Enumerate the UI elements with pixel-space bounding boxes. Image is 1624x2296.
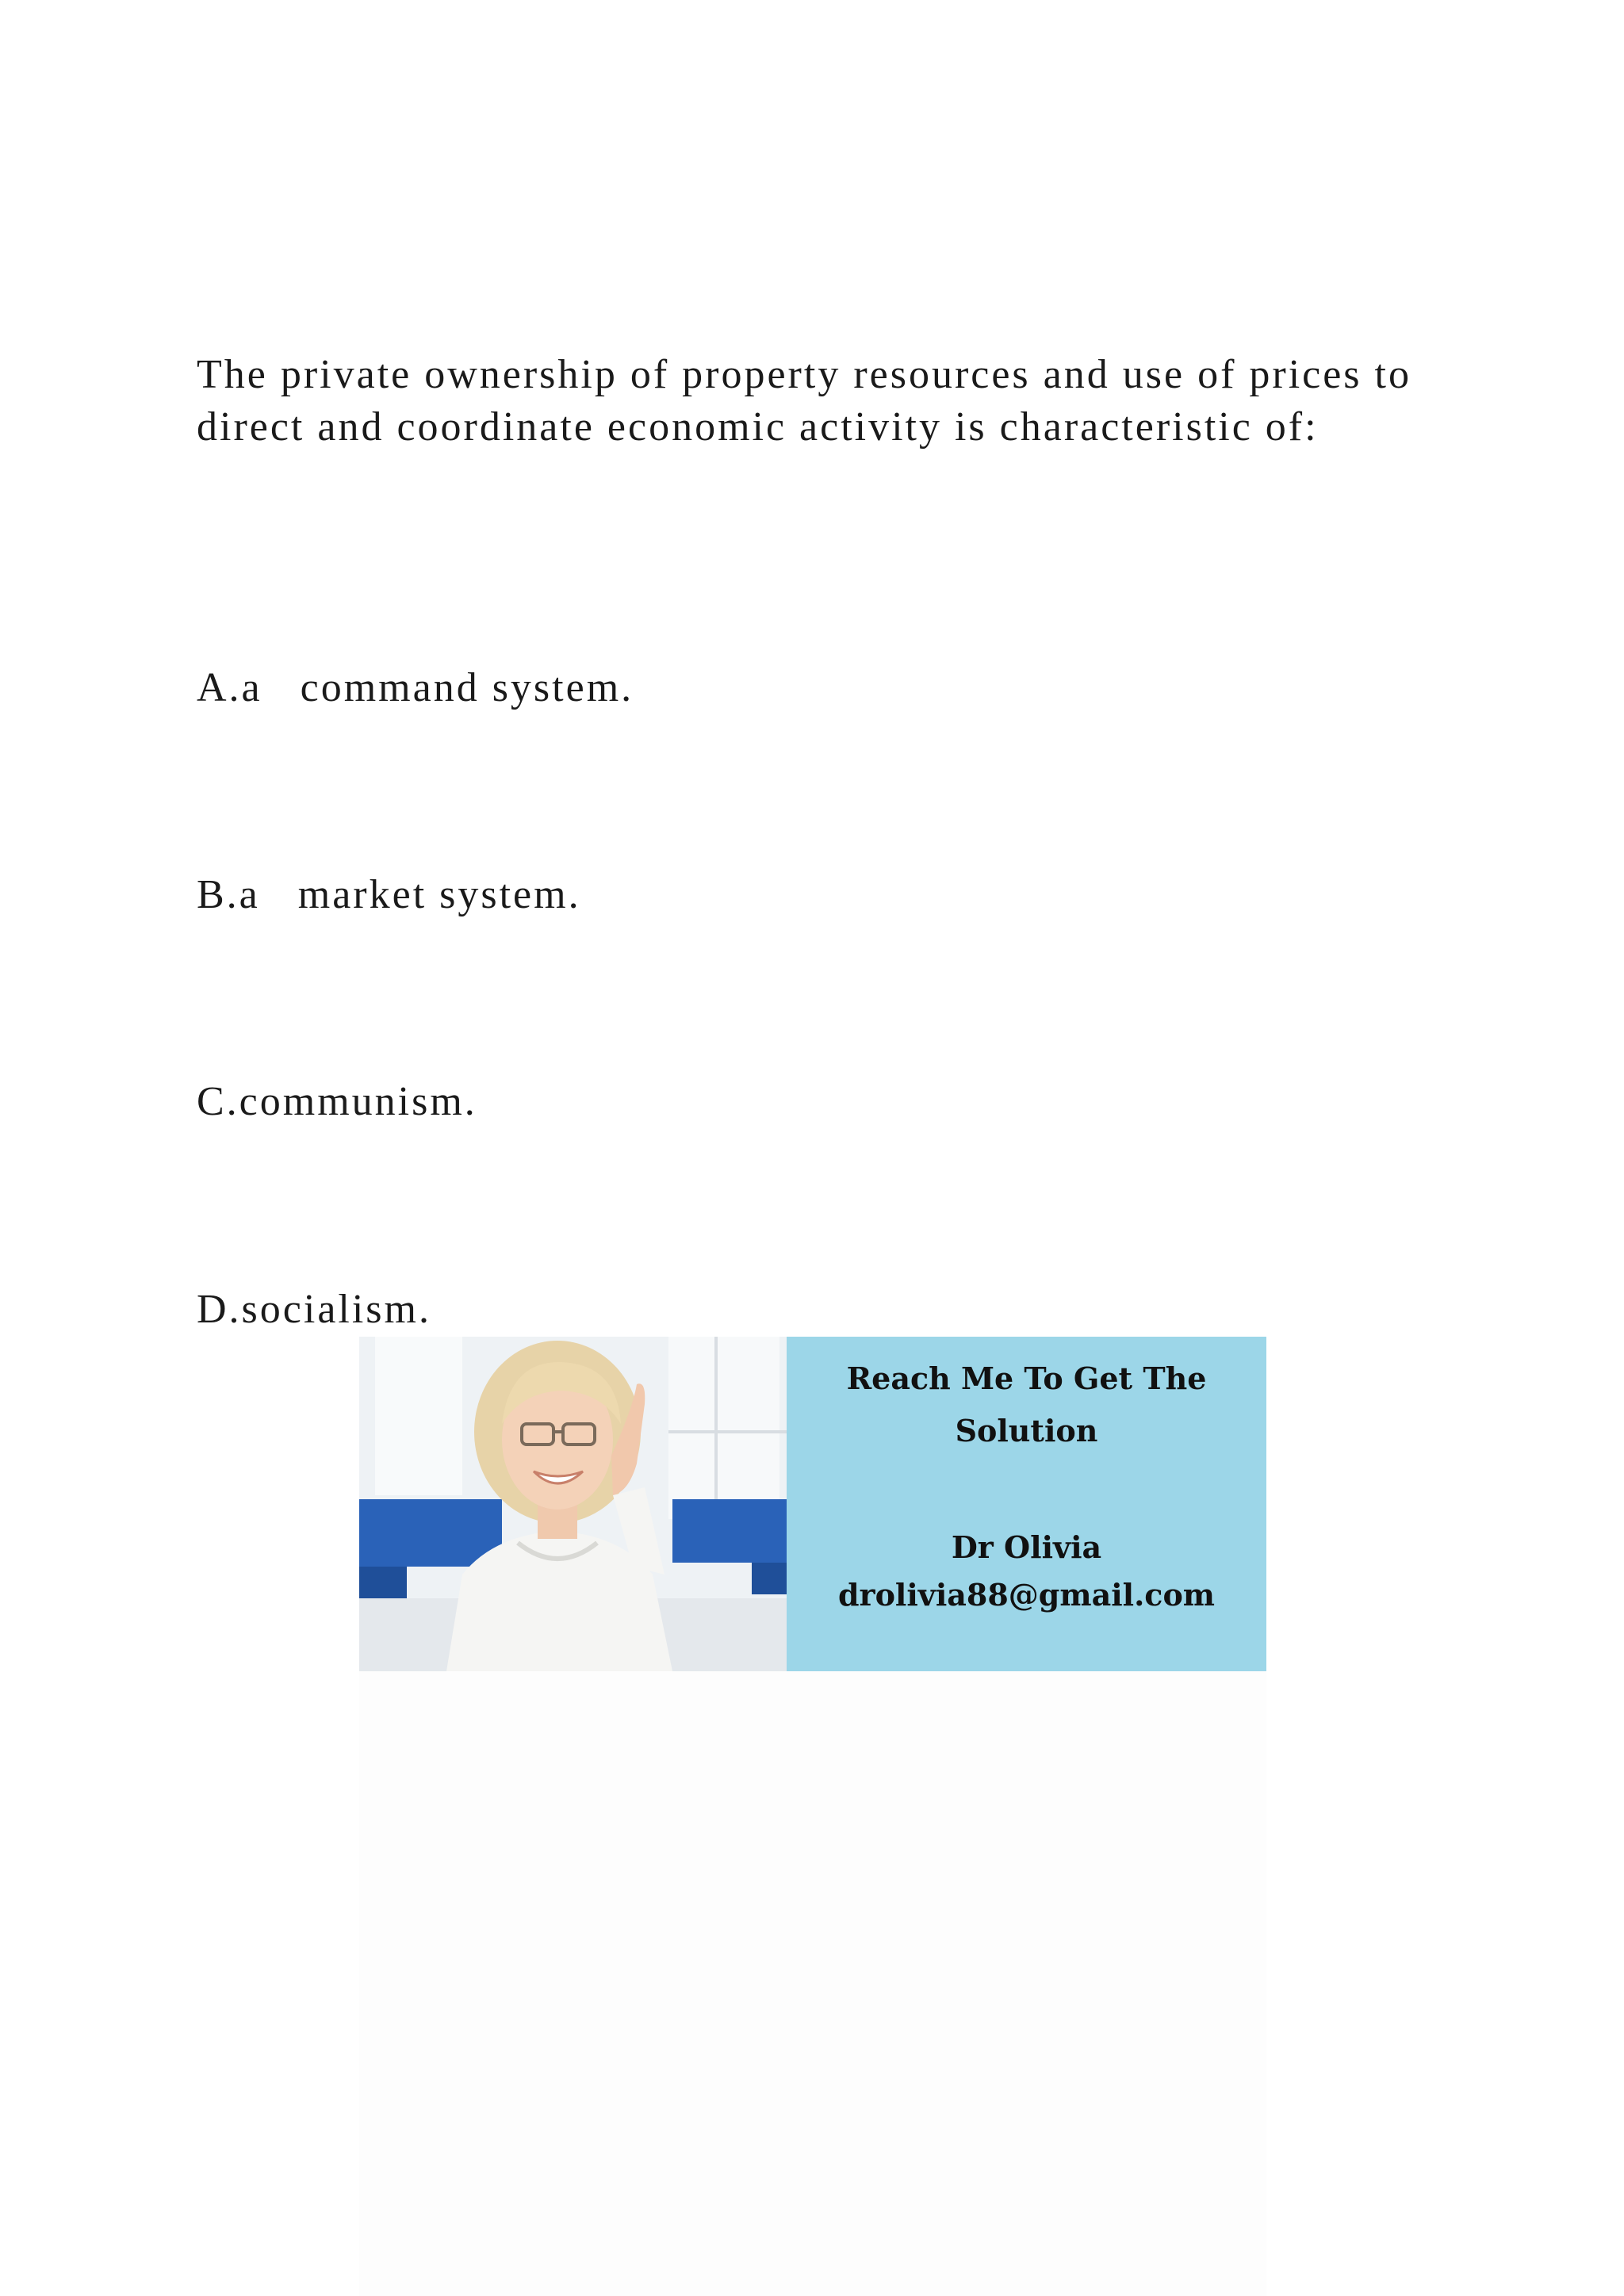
contact-email: drolivia88@gmail.com [837, 1577, 1216, 1613]
option-b: B.a market system. [197, 872, 581, 917]
contact-name: Dr Olivia [951, 1529, 1102, 1565]
banner-heading-line1: Reach Me To Get The [846, 1360, 1207, 1396]
option-d: D.socialism. [197, 1287, 431, 1332]
contact-banner [359, 1337, 1266, 1671]
page-background-strip [359, 1671, 1266, 2296]
banner-heading-line2: Solution [955, 1413, 1098, 1448]
option-a: A.a command system. [197, 665, 634, 710]
person-photo-icon [359, 1337, 787, 1671]
question-text: The private ownership of property resources and use of prices to direct and coordinate economic activity is characteristic of: [197, 352, 1411, 450]
contact-panel [787, 1337, 1266, 1671]
option-c: C.communism. [197, 1079, 477, 1124]
